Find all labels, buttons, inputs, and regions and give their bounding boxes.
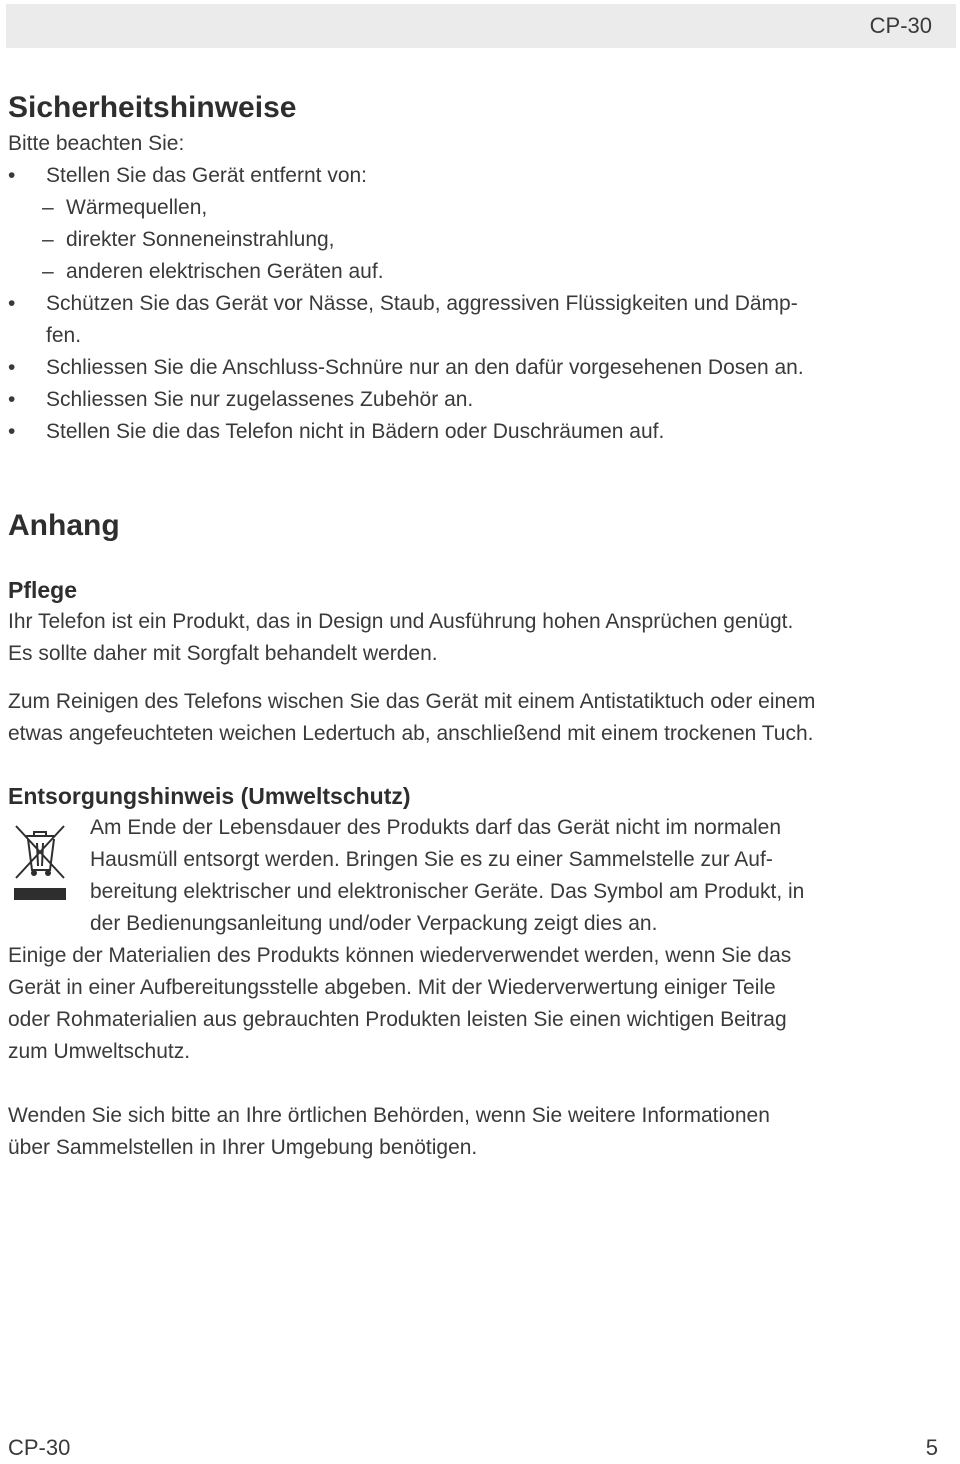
care-paragraph-1-line2: Es sollte daher mit Sorgfalt behandelt werden. xyxy=(8,642,438,665)
care-heading: Pflege xyxy=(8,577,78,603)
page-header-bar xyxy=(6,4,956,48)
safety-item-accessories xyxy=(8,384,943,416)
header-model-label: CP-30 xyxy=(869,13,932,38)
safety-item-cords xyxy=(8,352,943,384)
bullet-mark: • xyxy=(8,292,16,315)
care-paragraph-2-line1: Zum Reinigen des Telefons wischen Sie das Gerät mit einem Antistatiktuch oder einem xyxy=(8,690,816,713)
care-paragraph-1-line1: Ihr Telefon ist ein Produkt, das in Design und Ausführung hohen Ansprüchen genügt. xyxy=(8,610,794,633)
safety-subitem-text: direkter Sonneneinstrahlung, xyxy=(66,228,335,251)
disposal-heading: Entsorgungshinweis (Umweltschutz) xyxy=(8,783,411,809)
bullet-mark: • xyxy=(8,164,16,187)
disposal-paragraph-2-line2: Gerät in einer Aufbereitungsstelle abgeben. Mit der Wiederverwertung einiger Teile xyxy=(8,976,776,999)
safety-item-text: Schliessen Sie nur zugelassenes Zubehör an. xyxy=(46,388,474,411)
safety-heading: Sicherheitshinweise xyxy=(8,91,297,124)
safety-subitem-devices xyxy=(8,256,943,288)
safety-subitem-text: Wärmequellen, xyxy=(66,196,208,219)
disposal-paragraph-2-line1: Einige der Materialien des Produkts können wiederverwendet werden, wenn Sie das xyxy=(8,944,792,967)
appendix-heading: Anhang xyxy=(8,509,120,542)
bullet-mark: • xyxy=(8,420,16,443)
safety-item-bathrooms xyxy=(8,416,943,448)
safety-item-text: Stellen Sie die das Telefon nicht in Bädern oder Duschräumen auf. xyxy=(46,420,665,443)
page-number: 5 xyxy=(925,1435,938,1460)
safety-subitem-sun xyxy=(8,224,943,256)
disposal-paragraph-2-line3: oder Rohmaterialien aus gebrauchten Produkten leisten Sie einen wichtigen Beitrag xyxy=(8,1008,787,1031)
care-paragraph-2-line2: etwas angefeuchteten weichen Ledertuch ab, anschließend mit einem trockenen Tuch. xyxy=(8,722,814,745)
disposal-paragraph-3-line1: Wenden Sie sich bitte an Ihre örtlichen Behörden, wenn Sie weitere Informationen xyxy=(8,1104,770,1127)
safety-intro: Bitte beachten Sie: xyxy=(8,132,185,155)
safety-item-text-line1: Schützen Sie das Gerät vor Nässe, Staub, aggressiven Flüssigkeiten und Dämp- xyxy=(46,292,798,315)
bullet-mark: • xyxy=(8,388,16,411)
bullet-mark: • xyxy=(8,356,16,379)
safety-item-text: Stellen Sie das Gerät entfernt von: xyxy=(46,164,368,187)
disposal-text-line1: Am Ende der Lebensdauer des Produkts darf das Gerät nicht im normalen xyxy=(90,816,782,839)
disposal-text-line3: bereitung elektrischer und elektronischer Geräte. Das Symbol am Produkt, in xyxy=(90,880,805,903)
crossed-out-wheelie-bin-icon xyxy=(12,820,68,904)
disposal-paragraph-3-line2: über Sammelstellen in Ihrer Umgebung benötigen. xyxy=(8,1136,478,1159)
safety-subitem-heat xyxy=(8,192,943,224)
disposal-text-line4: der Bedienungsanleitung und/oder Verpackung zeigt dies an. xyxy=(90,912,658,935)
safety-item-text-line2: fen. xyxy=(46,324,82,347)
dash-mark: – xyxy=(42,228,54,251)
footer-model-label: CP-30 xyxy=(8,1435,71,1460)
dash-mark: – xyxy=(42,196,54,219)
safety-item-placement xyxy=(8,160,943,192)
disposal-text-line2: Hausmüll entsorgt werden. Bringen Sie es zu einer Sammelstelle zur Auf- xyxy=(90,848,773,871)
safety-subitem-text: anderen elektrischen Geräten auf. xyxy=(66,260,384,283)
disposal-notice xyxy=(8,812,943,940)
dash-mark: – xyxy=(42,260,54,283)
disposal-paragraph-2-line4: zum Umweltschutz. xyxy=(8,1040,191,1063)
page-content xyxy=(8,88,943,1164)
safety-item-moisture xyxy=(8,288,943,352)
safety-item-text: Schliessen Sie die Anschluss-Schnüre nur an den dafür vorgesehenen Dosen an. xyxy=(46,356,804,379)
